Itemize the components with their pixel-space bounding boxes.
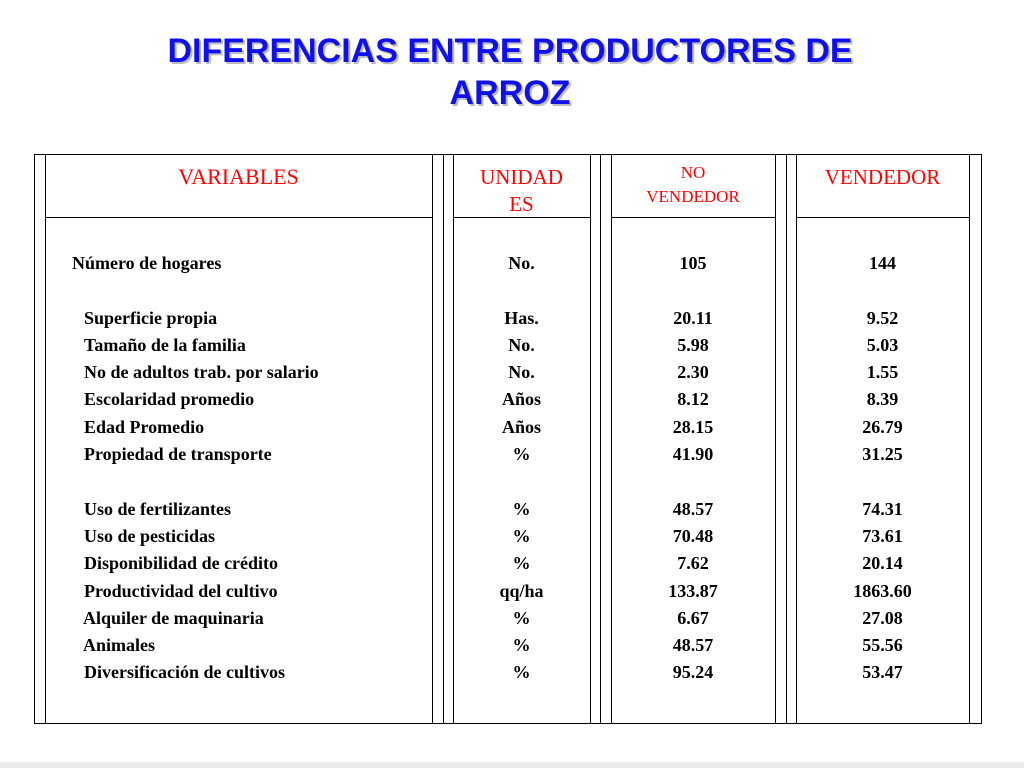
variable-cell: Diversificación de cultivos bbox=[84, 662, 285, 683]
unit-cell: Has. bbox=[504, 307, 539, 328]
no-vendedor-cell: 6.67 bbox=[677, 607, 709, 628]
no-vendedor-cell: 8.12 bbox=[677, 389, 709, 410]
variables-column bbox=[72, 250, 432, 687]
unit-cell: % bbox=[512, 607, 531, 628]
column-divider bbox=[786, 154, 787, 724]
unit-cell: No. bbox=[508, 362, 535, 383]
unit-cell: % bbox=[512, 498, 531, 519]
column-divider bbox=[443, 154, 444, 724]
unit-cell: No. bbox=[508, 253, 535, 273]
vendedor-cell: 55.56 bbox=[862, 635, 903, 656]
no-vendedor-cell: 105 bbox=[679, 253, 707, 273]
unit-cell: No. bbox=[508, 334, 535, 355]
no-vendedor-cell: 48.57 bbox=[672, 498, 714, 519]
vendedor-cell: 27.08 bbox=[862, 607, 903, 628]
header-vendedor: VENDEDOR bbox=[824, 165, 941, 189]
variable-cell: Disponibilidad de crédito bbox=[84, 553, 279, 574]
variable-cell: Edad Promedio bbox=[84, 416, 205, 437]
variable-cell: Escolaridad promedio bbox=[84, 389, 255, 410]
variable-cell: No de adultos trab. por salario bbox=[84, 362, 319, 383]
variable-cell: Alquiler de maquinaria bbox=[83, 607, 264, 628]
title-line-1: DIFERENCIAS ENTRE PRODUCTORES DE bbox=[167, 32, 853, 70]
variable-cell: Propiedad de transporte bbox=[84, 444, 272, 465]
unit-cell: % bbox=[512, 635, 531, 656]
vendedor-cell: 31.25 bbox=[862, 444, 903, 465]
unit-cell: % bbox=[512, 444, 531, 465]
variable-cell: Productividad del cultivo bbox=[84, 580, 278, 601]
header-unidades bbox=[453, 164, 590, 218]
column-divider bbox=[590, 154, 591, 724]
variable-cell: Superficie propia bbox=[84, 307, 218, 328]
variable-cell: Tamaño de la familia bbox=[84, 334, 246, 355]
vendedor-column bbox=[796, 250, 969, 687]
no-vendedor-cell: 5.98 bbox=[677, 334, 709, 355]
bottom-strip bbox=[0, 762, 1024, 768]
vendedor-cell: 144 bbox=[869, 253, 896, 273]
unit-cell: % bbox=[512, 553, 531, 574]
unit-cell: Años bbox=[501, 389, 541, 410]
vendedor-cell: 8.39 bbox=[866, 389, 899, 410]
no-vendedor-cell: 28.15 bbox=[672, 416, 714, 437]
header-no-vendedor-line-2: VENDEDOR bbox=[646, 187, 740, 206]
unit-cell: Años bbox=[501, 416, 541, 437]
column-divider bbox=[45, 154, 46, 724]
header-divider bbox=[796, 217, 969, 218]
unidades-column bbox=[453, 250, 590, 687]
vendedor-cell: 5.03 bbox=[866, 334, 899, 355]
unit-cell: qq/ha bbox=[499, 580, 544, 601]
vendedor-cell: 73.61 bbox=[862, 525, 903, 546]
column-divider bbox=[600, 154, 601, 724]
vendedor-cell: 26.79 bbox=[862, 416, 903, 437]
vendedor-cell: 1.55 bbox=[866, 362, 899, 383]
header-unidades-line-1: UNIDAD bbox=[480, 165, 563, 189]
variable-cell: Uso de pesticidas bbox=[84, 525, 216, 546]
no-vendedor-cell: 95.24 bbox=[672, 662, 714, 683]
vendedor-cell: 9.52 bbox=[866, 307, 899, 328]
unit-cell: % bbox=[512, 525, 531, 546]
slide-title bbox=[60, 30, 960, 114]
variable-cell: Uso de fertilizantes bbox=[84, 498, 231, 519]
header-divider bbox=[45, 217, 432, 218]
header-divider bbox=[611, 217, 775, 218]
header-unidades-line-2: ES bbox=[509, 192, 534, 216]
no-vendedor-cell: 70.48 bbox=[672, 525, 714, 546]
vendedor-cell: 20.14 bbox=[862, 553, 903, 574]
column-divider bbox=[969, 154, 970, 724]
vendedor-cell: 53.47 bbox=[862, 662, 903, 683]
vendedor-cell: 1863.60 bbox=[853, 580, 912, 601]
header-variables: VARIABLES bbox=[178, 164, 299, 189]
no-vendedor-cell: 2.30 bbox=[677, 362, 709, 383]
comparison-table bbox=[34, 154, 982, 724]
no-vendedor-cell: 20.11 bbox=[673, 307, 713, 328]
title-line-2: ARROZ bbox=[449, 74, 571, 112]
no-vendedor-cell: 133.87 bbox=[668, 580, 718, 601]
no-vendedor-cell: 48.57 bbox=[672, 635, 714, 656]
no-vendedor-cell: 41.90 bbox=[672, 444, 714, 465]
no-vendedor-cell: 7.62 bbox=[677, 553, 709, 574]
column-divider bbox=[775, 154, 776, 724]
header-no-vendedor bbox=[611, 161, 775, 209]
column-divider bbox=[432, 154, 433, 724]
variable-cell: Animales bbox=[83, 635, 155, 656]
variable-cell: Número de hogares bbox=[72, 253, 222, 273]
header-no-vendedor-line-1: NO bbox=[680, 163, 706, 182]
no-vendedor-column bbox=[611, 250, 775, 687]
unit-cell: % bbox=[512, 662, 531, 683]
vendedor-cell: 74.31 bbox=[862, 498, 903, 519]
